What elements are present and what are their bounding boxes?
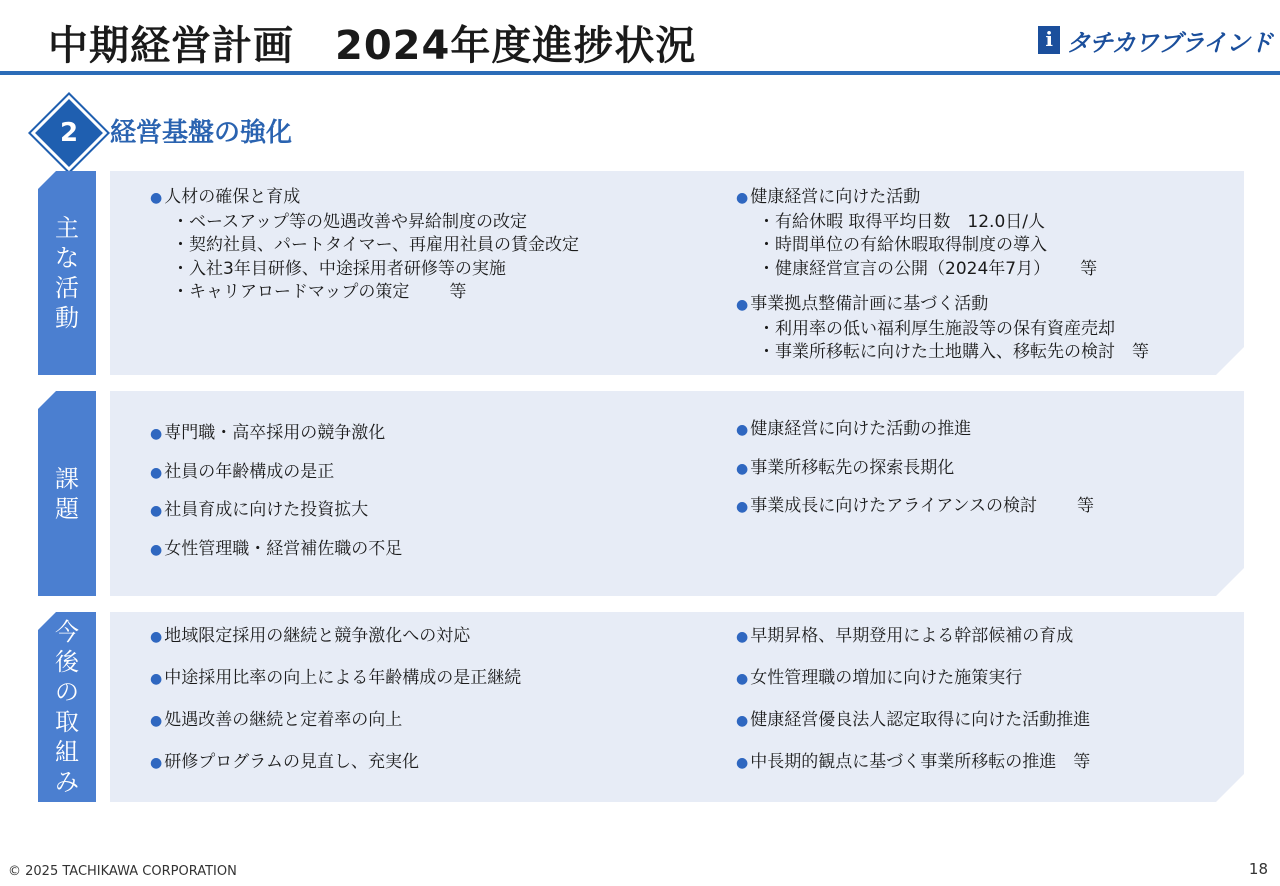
bullet-subitem: ・ベースアップ等の処遇改善や昇給制度の改定: [172, 211, 527, 232]
label-char: 主: [55, 214, 79, 242]
label-char: 動: [55, 304, 79, 332]
future-right-column: [736, 623, 1090, 791]
logo-mark-icon: i: [1038, 26, 1060, 54]
label-char: の: [55, 678, 79, 706]
bullet-subitem-row: [150, 281, 579, 305]
row-label-activities: [38, 171, 96, 375]
issues-left-column: [150, 422, 402, 576]
bullet-heading: ● 健康経営に向けた活動: [736, 186, 1149, 211]
future-item: ● 処遇改善の継続と定着率の向上: [150, 707, 521, 735]
copyright: © 2025 TACHIKAWA CORPORATION: [8, 864, 237, 879]
activities-left-column: [150, 186, 579, 305]
bullet-subitem: ・利用率の低い福利厚生施設等の保有資産売却: [758, 318, 1115, 339]
section-title: 経営基盤の強化: [110, 118, 293, 148]
company-logo: [1038, 24, 1272, 56]
issues-right-column: [736, 418, 1094, 534]
label-char: 組: [55, 738, 79, 766]
activity-group: [736, 293, 1149, 365]
label-char: 活: [55, 274, 79, 302]
label-char: み: [55, 768, 79, 796]
logo-text: タチカワブラインド: [1066, 28, 1272, 57]
future-item: ● 早期昇格、早期登用による幹部候補の育成: [736, 623, 1090, 651]
etc-note: 等: [1077, 496, 1095, 516]
bullet-subitem: ・契約社員、パートタイマー、再雇用社員の賃金改定: [172, 235, 579, 255]
header-rule: [0, 71, 1280, 75]
future-item: ● 地域限定採用の継続と競争激化への対応: [150, 623, 521, 651]
issue-item: ● 女性管理職・経営補佐職の不足: [150, 538, 402, 563]
bullet-subitem: ・健康経営宣言の公開（2024年7月）: [758, 258, 1051, 279]
activity-group: [736, 186, 1149, 281]
bullet-subitem: ・入社3年目研修、中途採用者研修等の実施: [172, 258, 506, 279]
row-label-issues: [38, 391, 96, 596]
bullet-subitem-row: [736, 258, 1149, 282]
bullet-subitem: ・キャリアロードマップの策定: [172, 282, 410, 302]
issue-item: ● 事業成長に向けたアライアンスの検討: [736, 496, 1037, 516]
issue-item-row: [736, 495, 1094, 520]
issue-item: ● 健康経営に向けた活動の推進: [736, 418, 1094, 443]
etc-note: 等: [449, 282, 467, 302]
future-item: ● 女性管理職の増加に向けた施策実行: [736, 665, 1090, 693]
future-item: ● 研修プログラムの見直し、充実化: [150, 749, 521, 777]
future-left-column: [150, 623, 521, 791]
etc-note: 等: [1080, 258, 1098, 279]
future-item: ● 中途採用比率の向上による年齢構成の是正継続: [150, 665, 521, 693]
issue-item: ● 社員育成に向けた投資拡大: [150, 499, 402, 524]
label-char: な: [55, 244, 79, 272]
label-char: 題: [55, 494, 79, 523]
future-item: ● 健康経営優良法人認定取得に向けた活動推進: [736, 707, 1090, 735]
label-char: 今: [55, 618, 79, 646]
bullet-heading: ● 事業拠点整備計画に基づく活動: [736, 293, 1149, 318]
activities-right-column: [736, 186, 1149, 377]
label-char: 取: [55, 708, 79, 736]
label-char: 課: [55, 464, 79, 493]
issue-item: ● 専門職・高卒採用の競争激化: [150, 422, 402, 447]
bullet-subitem: ・有給休暇 取得平均日数 12.0日/人: [758, 211, 1045, 232]
page-title: 中期経営計画 2024年度進捗状況: [48, 23, 697, 69]
bullet-heading: ● 人材の確保と育成: [150, 186, 579, 211]
issue-item: ● 事業所移転先の探索長期化: [736, 457, 1094, 482]
issue-item: ● 社員の年齢構成の是正: [150, 461, 402, 486]
bullet-subitem: ・時間単位の有給休暇取得制度の導入: [758, 235, 1047, 255]
page-number: 18: [1248, 860, 1268, 878]
future-item: ● 中長期的観点に基づく事業所移転の推進 等: [736, 749, 1090, 777]
label-char: 後: [55, 648, 79, 676]
section-number: 2: [59, 118, 79, 148]
row-label-future: [38, 612, 96, 802]
bullet-subitem: ・事業所移転に向けた土地購入、移転先の検討 等: [758, 342, 1149, 362]
